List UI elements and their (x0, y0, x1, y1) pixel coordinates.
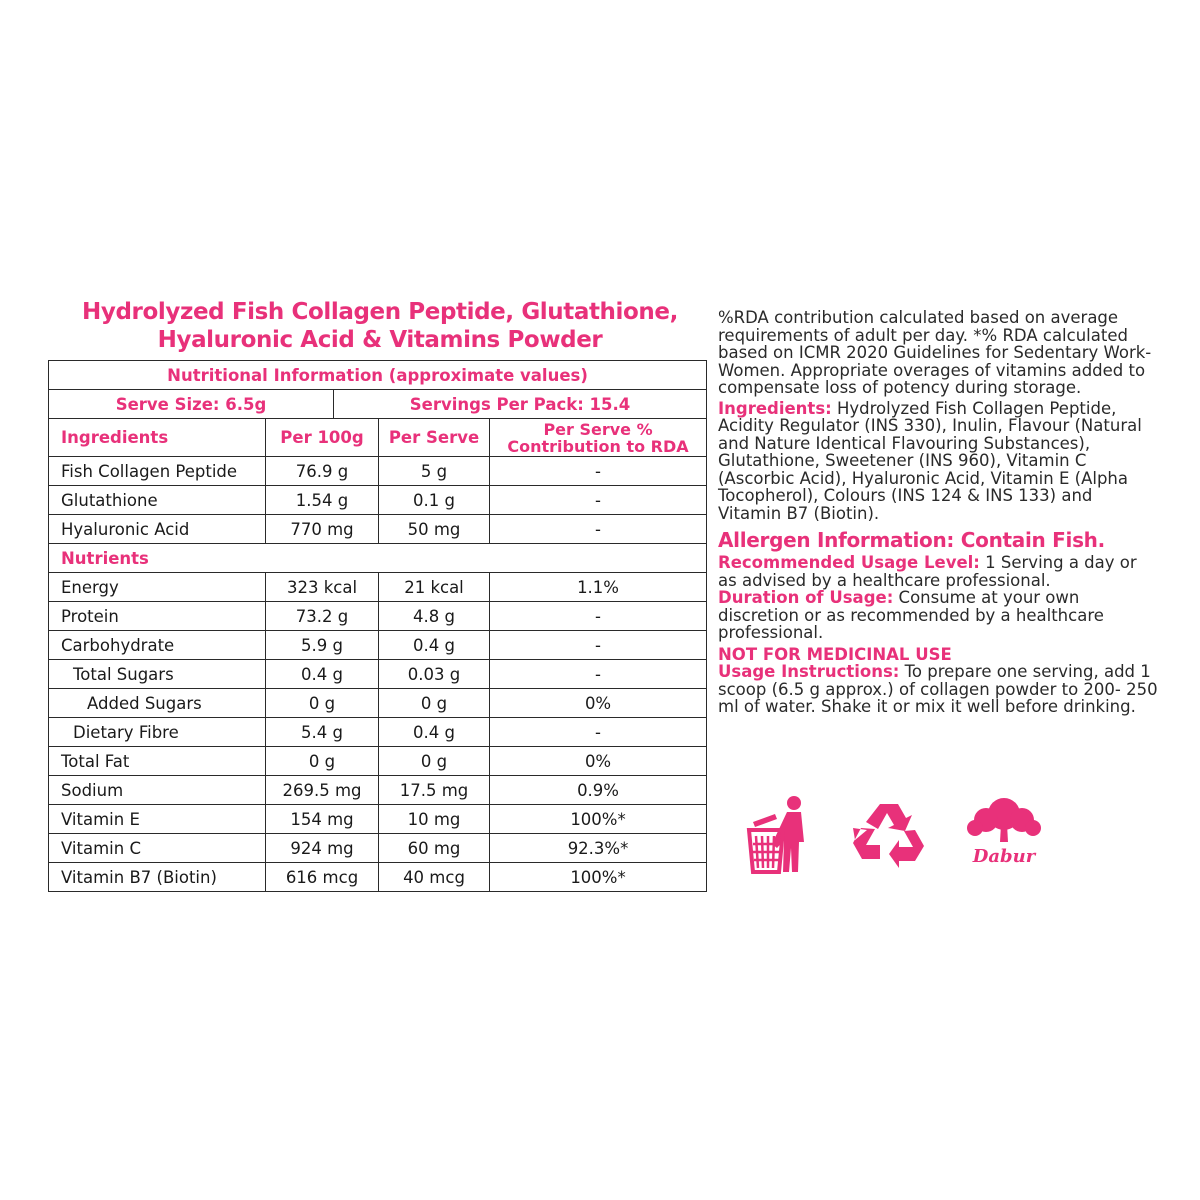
dispose-in-bin-icon (745, 792, 813, 876)
nutrient-row (49, 689, 707, 718)
nutrient-row (49, 660, 707, 689)
nutrient-rda-cell: - (490, 631, 707, 660)
nutrient-name-cell: Sodium (49, 776, 266, 805)
ingredient-per-serve-cell: 5 g (379, 457, 490, 486)
ingredient-rda-cell: - (490, 457, 707, 486)
ingredient-per-serve-cell: 0.1 g (379, 486, 490, 515)
ingredient-row (49, 515, 707, 544)
ingredient-row (49, 486, 707, 515)
nutrient-per-serve-cell: 4.8 g (379, 602, 490, 631)
nutrient-per-100g-cell: 73.2 g (266, 602, 379, 631)
nutrient-name-cell: Dietary Fibre (49, 718, 266, 747)
nutrient-per-serve-cell: 0.4 g (379, 718, 490, 747)
usage-level-label: Recommended Usage Level: (718, 553, 980, 572)
col-header-rda-line2: Contribution to RDA (507, 436, 689, 456)
serve-size: Serve Size: 6.5g (49, 390, 334, 419)
rda-note: %RDA contribution calculated based on average requirements of adult per day. *% RDA calculated based on ICMR 2020 Guidelines for Sedentary Work-Women. Appropriate overages of vitamins added to compensate loss of potency during storage. (718, 308, 1152, 397)
nutrient-name-cell: Total Fat (49, 747, 266, 776)
nutrient-per-100g-cell: 616 mcg (266, 863, 379, 892)
nutrient-name-cell: Carbohydrate (49, 631, 266, 660)
nutrition-table (48, 360, 707, 892)
not-medicinal-notice: NOT FOR MEDICINAL USE (718, 644, 952, 664)
nutrient-row (49, 631, 707, 660)
nutrient-name-cell: Added Sugars (49, 689, 266, 718)
nutrient-name-cell: Vitamin E (49, 805, 266, 834)
nutrient-per-100g-cell: 0.4 g (266, 660, 379, 689)
col-header-per-100g: Per 100g (266, 419, 379, 457)
nutrient-row (49, 834, 707, 863)
usage-level-paragraph (718, 554, 1158, 589)
nutrient-row (49, 602, 707, 631)
nutrient-per-serve-cell: 21 kcal (379, 573, 490, 602)
nutrient-rda-cell: 100%* (490, 863, 707, 892)
nutrient-rda-cell: 0.9% (490, 776, 707, 805)
nutrient-row (49, 573, 707, 602)
nutrients-heading: Nutrients (49, 544, 707, 573)
title-line-1: Hydrolyzed Fish Collagen Peptide, Glutathione, (82, 299, 678, 325)
nutrient-name-cell: Energy (49, 573, 266, 602)
nutrient-per-100g-cell: 269.5 mg (266, 776, 379, 805)
nutrient-row (49, 776, 707, 805)
col-header-rda (490, 419, 707, 457)
usage-level-text: 1 Serving a day or as advised by a healthcare professional. (718, 553, 1137, 590)
ingredient-name-cell: Fish Collagen Peptide (49, 457, 266, 486)
info-panel (718, 309, 1158, 716)
nutrient-rda-cell: - (490, 718, 707, 747)
ingredient-rows (49, 457, 707, 544)
ingredients-paragraph (718, 400, 1158, 523)
nutrient-per-serve-cell: 0 g (379, 689, 490, 718)
instructions-paragraph (718, 663, 1158, 716)
nutrient-per-100g-cell: 5.9 g (266, 631, 379, 660)
ingredient-rda-cell: - (490, 515, 707, 544)
nutrient-row (49, 805, 707, 834)
dabur-logo-text: Dabur (972, 846, 1036, 867)
duration-label: Duration of Usage: (718, 588, 894, 607)
nutrient-rda-cell: 0% (490, 689, 707, 718)
product-title (50, 298, 710, 354)
nutrient-per-100g-cell: 0 g (266, 689, 379, 718)
col-header-ingredients: Ingredients (49, 419, 266, 457)
nutrient-rda-cell: 92.3%* (490, 834, 707, 863)
nutrient-name-cell: Vitamin B7 (Biotin) (49, 863, 266, 892)
nutrient-row (49, 718, 707, 747)
nutrient-name-cell: Total Sugars (49, 660, 266, 689)
nutrient-row (49, 747, 707, 776)
nutrient-name-cell: Protein (49, 602, 266, 631)
duration-paragraph (718, 589, 1158, 642)
ingredient-rda-cell: - (490, 486, 707, 515)
nutrient-rows (49, 573, 707, 892)
nutrient-name-cell: Vitamin C (49, 834, 266, 863)
ingredients-label: Ingredients: (718, 398, 832, 418)
ingredient-row (49, 457, 707, 486)
table-heading: Nutritional Information (approximate values) (49, 361, 707, 390)
nutrient-per-serve-cell: 10 mg (379, 805, 490, 834)
icon-strip (745, 792, 1055, 882)
servings-per-pack: Servings Per Pack: 15.4 (334, 390, 707, 419)
nutrient-rda-cell: 100%* (490, 805, 707, 834)
ingredient-per-100g-cell: 1.54 g (266, 486, 379, 515)
ingredient-per-100g-cell: 770 mg (266, 515, 379, 544)
ingredient-per-serve-cell: 50 mg (379, 515, 490, 544)
nutrient-per-serve-cell: 40 mcg (379, 863, 490, 892)
col-header-per-serve: Per Serve (379, 419, 490, 457)
allergen-info: Allergen Information: Contain Fish. (718, 528, 1105, 552)
dabur-logo-icon (961, 794, 1047, 870)
nutrient-per-100g-cell: 0 g (266, 747, 379, 776)
nutrient-per-serve-cell: 0.4 g (379, 631, 490, 660)
ingredient-name-cell: Glutathione (49, 486, 266, 515)
instructions-text: To prepare one serving, add 1 scoop (6.5 g approx.) of collagen powder to 200- 250 ml of water. Shake it or mix it well before drinking. (718, 662, 1158, 716)
nutrient-per-serve-cell: 0.03 g (379, 660, 490, 689)
nutrient-per-serve-cell: 60 mg (379, 834, 490, 863)
nutrient-per-100g-cell: 323 kcal (266, 573, 379, 602)
nutrient-rda-cell: - (490, 602, 707, 631)
title-line-2: Hyaluronic Acid & Vitamins Powder (157, 327, 603, 353)
instructions-label: Usage Instructions: (718, 662, 900, 681)
nutrient-per-serve-cell: 0 g (379, 747, 490, 776)
nutrient-per-serve-cell: 17.5 mg (379, 776, 490, 805)
recycle-icon (853, 800, 925, 868)
nutrient-per-100g-cell: 154 mg (266, 805, 379, 834)
nutrient-rda-cell: - (490, 660, 707, 689)
nutrient-per-100g-cell: 5.4 g (266, 718, 379, 747)
ingredient-per-100g-cell: 76.9 g (266, 457, 379, 486)
nutrient-rda-cell: 1.1% (490, 573, 707, 602)
nutrient-row (49, 863, 707, 892)
col-header-rda-line1: Per Serve % (543, 419, 653, 439)
duration-text: Consume at your own discretion or as recommended by a healthcare professional. (718, 588, 1104, 642)
nutrient-per-100g-cell: 924 mg (266, 834, 379, 863)
nutrient-rda-cell: 0% (490, 747, 707, 776)
ingredients-text: Hydrolyzed Fish Collagen Peptide, Acidity Regulator (INS 330), Inulin, Flavour (Natural and Nature Identical Flavouring Substances), Glutathione, Sweetener (INS 960), Vitamin C (Ascorbic Acid), Hyaluronic Acid, Vitamin E (Alpha Tocopherol), Colours (INS 124 & INS 133) and Vitamin B7 (Biotin). (718, 398, 1142, 523)
ingredient-name-cell: Hyaluronic Acid (49, 515, 266, 544)
